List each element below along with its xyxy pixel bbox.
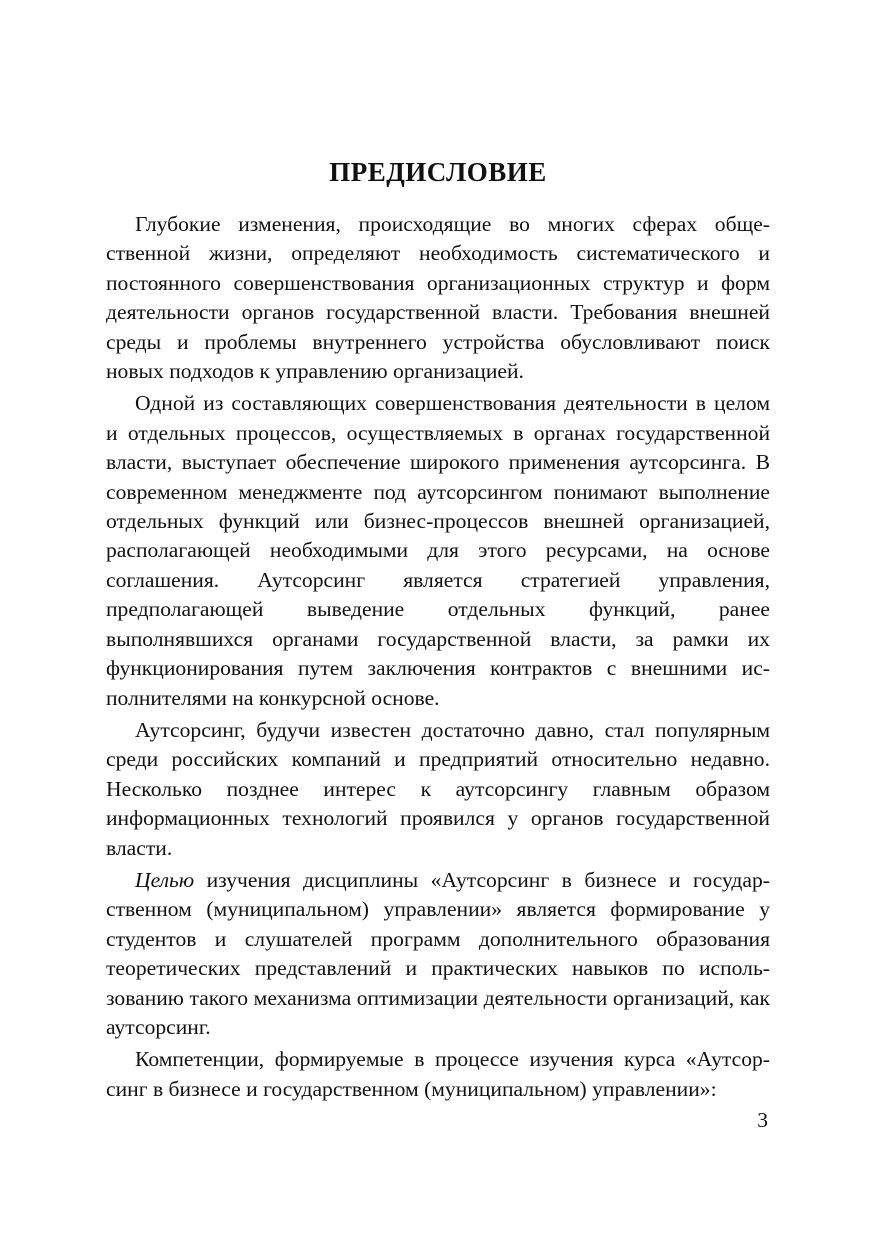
page-body [106,154,770,1107]
paragraph-4 [106,866,770,1042]
paragraph-1: Глубокие изменения, происходящие во многих сферах общественной жизни, определяют необходимость систематического и постоянного совершенствования организационных структур и форм деятельности органов государственной власти. Требования внешней среды и проблемы внутреннего устройства обусловливают поиск новых подходов к управлению организацией. [106,212,770,384]
paragraph-5: Компетенции, формируемые в процессе изучения курса «Аутсорсинг в бизнесе и государственном (муниципальном) управлении»: [106,1047,770,1101]
paragraph-4-text: изучения дисциплины «Аутсорсинг в бизнесе и государственном (муниципальном) управлении» является формирование у студентов и слушателей программ дополнительного образования теоретических представлений и практических навыков по использованию такого механизма оптимизации деятельности организаций, как аутсорсинг. [106,867,770,1039]
page-number: 3 [757,1108,768,1132]
page-title: ПРЕДИСЛОВИЕ [329,157,547,187]
paragraph-2: Одной из составляющих совершенствования деятельности в целом и отдельных процессов, осуществляемых в органах государственной власти, выступает обеспечение широкого применения аутсорсинга. В современном менеджменте под аутсорсингом понимают выполнение отдельных функций или бизнес-процессов внешней организацией, располагающей необходимыми для этого ресурсами, на основе соглашения. Аутсорсинг является стратегией управления, предполагающей выведение отдельных функций, ранее выполнявшихся органами государственной власти, за рамки их функционирования путем заключения контрактов с внешними исполнителями на конкурсной основе. [106,391,770,710]
paragraph-3: Аутсорсинг, будучи известен достаточно давно, стал популярным среди российских компаний и предприятий относительно недавно. Несколько позднее интерес к аутсорсингу главным образом информационных технологий проявился у органов государственной власти. [106,717,770,860]
emphasis-term: Целью [135,867,195,892]
